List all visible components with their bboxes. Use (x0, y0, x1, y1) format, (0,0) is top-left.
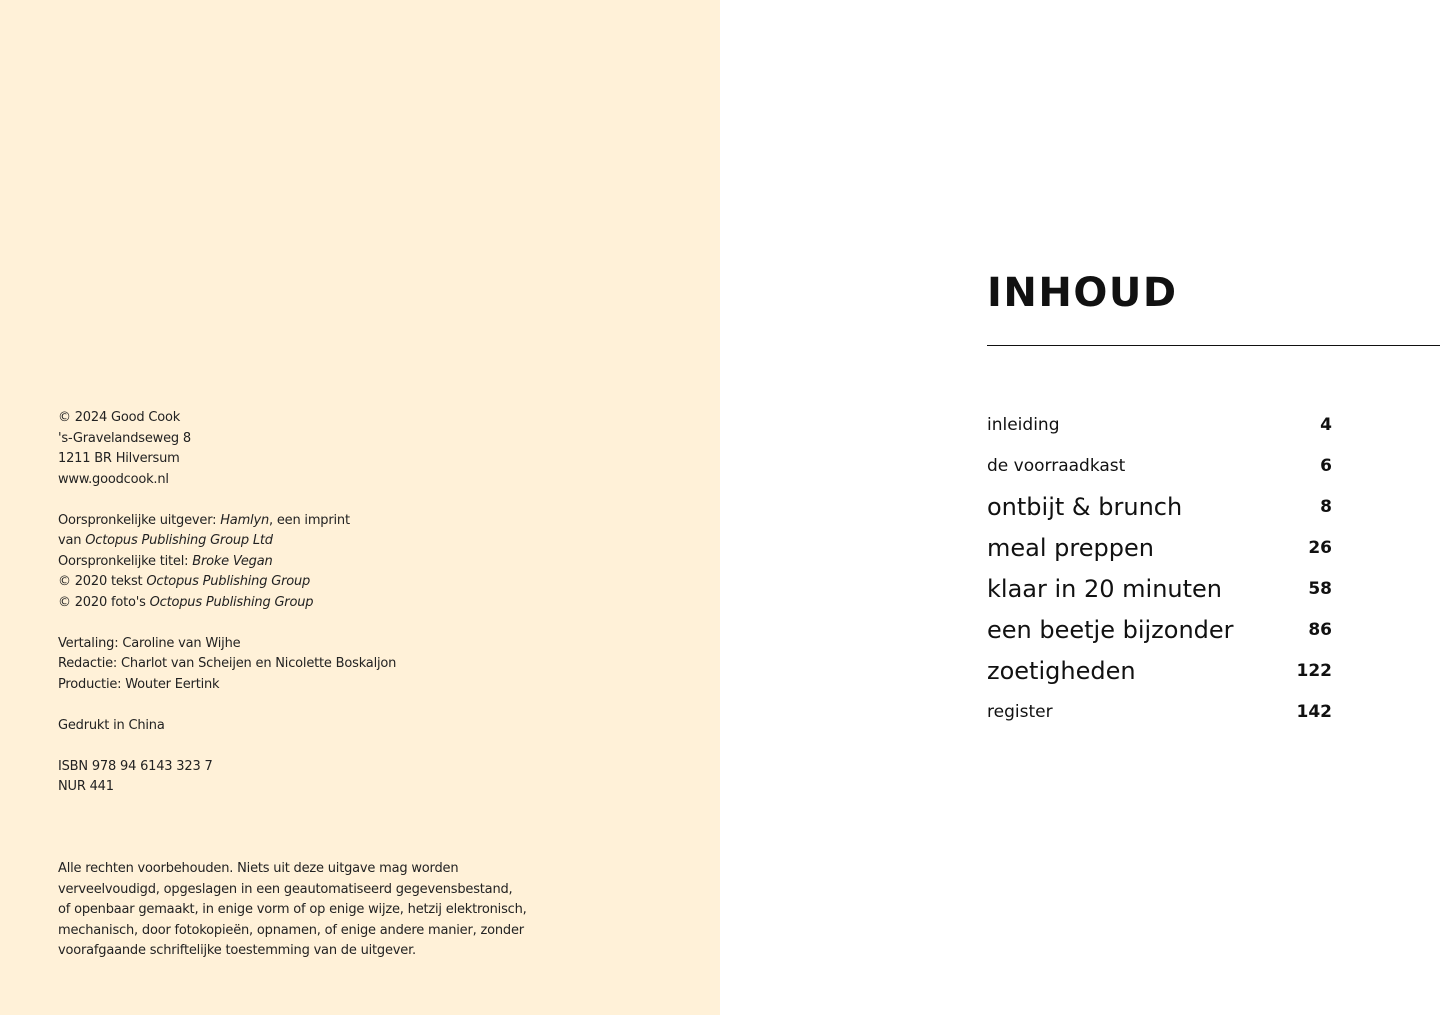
toc-entry-inleiding[interactable] (987, 404, 1332, 445)
toc-entry-bijzonder[interactable] (987, 609, 1332, 650)
toc-entry-ontbijt[interactable] (987, 486, 1332, 527)
toc-entry-label: register (987, 701, 1053, 722)
toc-entry-zoetigheden[interactable] (987, 650, 1332, 691)
rights-line: verveelvoudigd, opgeslagen in een geautomatiseerd gegevensbestand, (58, 881, 513, 897)
toc-entry-label: klaar in 20 minuten (987, 574, 1223, 603)
toc-entry-klaar[interactable] (987, 568, 1332, 609)
toc-entry-page: 142 (1296, 701, 1332, 722)
toc-entry-page: 58 (1308, 578, 1332, 599)
isbn: ISBN 978 94 6143 323 7 (58, 758, 213, 774)
toc-entry-label: de voorraadkast (987, 455, 1126, 476)
toc-entry-voorraadkast[interactable] (987, 445, 1332, 486)
website-link[interactable]: www.goodcook.nl (58, 471, 169, 487)
toc-entry-label: meal preppen (987, 533, 1154, 562)
text-copyright-line: © 2020 tekst Octopus Publishing Group (58, 574, 311, 589)
title-divider (987, 345, 1440, 346)
toc-entry-page: 86 (1308, 619, 1332, 640)
toc-entry-label: inleiding (987, 414, 1060, 435)
translation-credit: Vertaling: Caroline van Wijhe (58, 635, 241, 651)
rights-line: Alle rechten voorbehouden. Niets uit deze uitgave mag worden (58, 861, 459, 876)
nur-code: NUR 441 (58, 779, 114, 794)
toc-entry-meal-preppen[interactable] (987, 527, 1332, 568)
original-imprint-line: van Octopus Publishing Group Ltd (58, 533, 273, 548)
original-publisher-line: Oorspronkelijke uitgever: Hamlyn, een imprint (58, 512, 350, 528)
toc-entry-page: 8 (1320, 496, 1332, 517)
rights-line: mechanisch, door fotokopieën, opnamen, of enige andere manier, zonder (58, 922, 524, 938)
photo-copyright-line: © 2020 foto's Octopus Publishing Group (58, 594, 314, 610)
toc-entry-label: zoetigheden (987, 656, 1136, 685)
address-street: 's-Gravelandseweg 8 (58, 430, 191, 446)
toc-entry-label: een beetje bijzonder (987, 615, 1234, 644)
toc-entry-page: 4 (1320, 414, 1332, 435)
toc-entry-page: 122 (1296, 660, 1332, 681)
colophon (58, 408, 658, 958)
rights-notice (58, 859, 527, 962)
toc-entry-page: 26 (1308, 537, 1332, 558)
toc-entry-label: ontbijt & brunch (987, 492, 1183, 521)
toc-entry-register[interactable] (987, 691, 1332, 732)
toc-list (987, 404, 1332, 732)
printed-in: Gedrukt in China (58, 717, 165, 733)
rights-line: of openbaar gemaakt, in enige vorm of op enige wijze, hetzij elektronisch, (58, 902, 527, 917)
toc-entry-page: 6 (1320, 455, 1332, 476)
right-page (720, 0, 1440, 1015)
rights-line: voorafgaande schriftelijke toestemming van de uitgever. (58, 943, 416, 958)
page-title: INHOUD (987, 270, 1178, 316)
address-city: 1211 BR Hilversum (58, 451, 180, 466)
production-credit: Productie: Wouter Eertink (58, 676, 220, 692)
editing-credit: Redactie: Charlot van Scheijen en Nicolette Boskaljon (58, 656, 397, 671)
copyright-line: © 2024 Good Cook (58, 410, 181, 425)
original-title-line: Oorspronkelijke titel: Broke Vegan (58, 553, 273, 569)
